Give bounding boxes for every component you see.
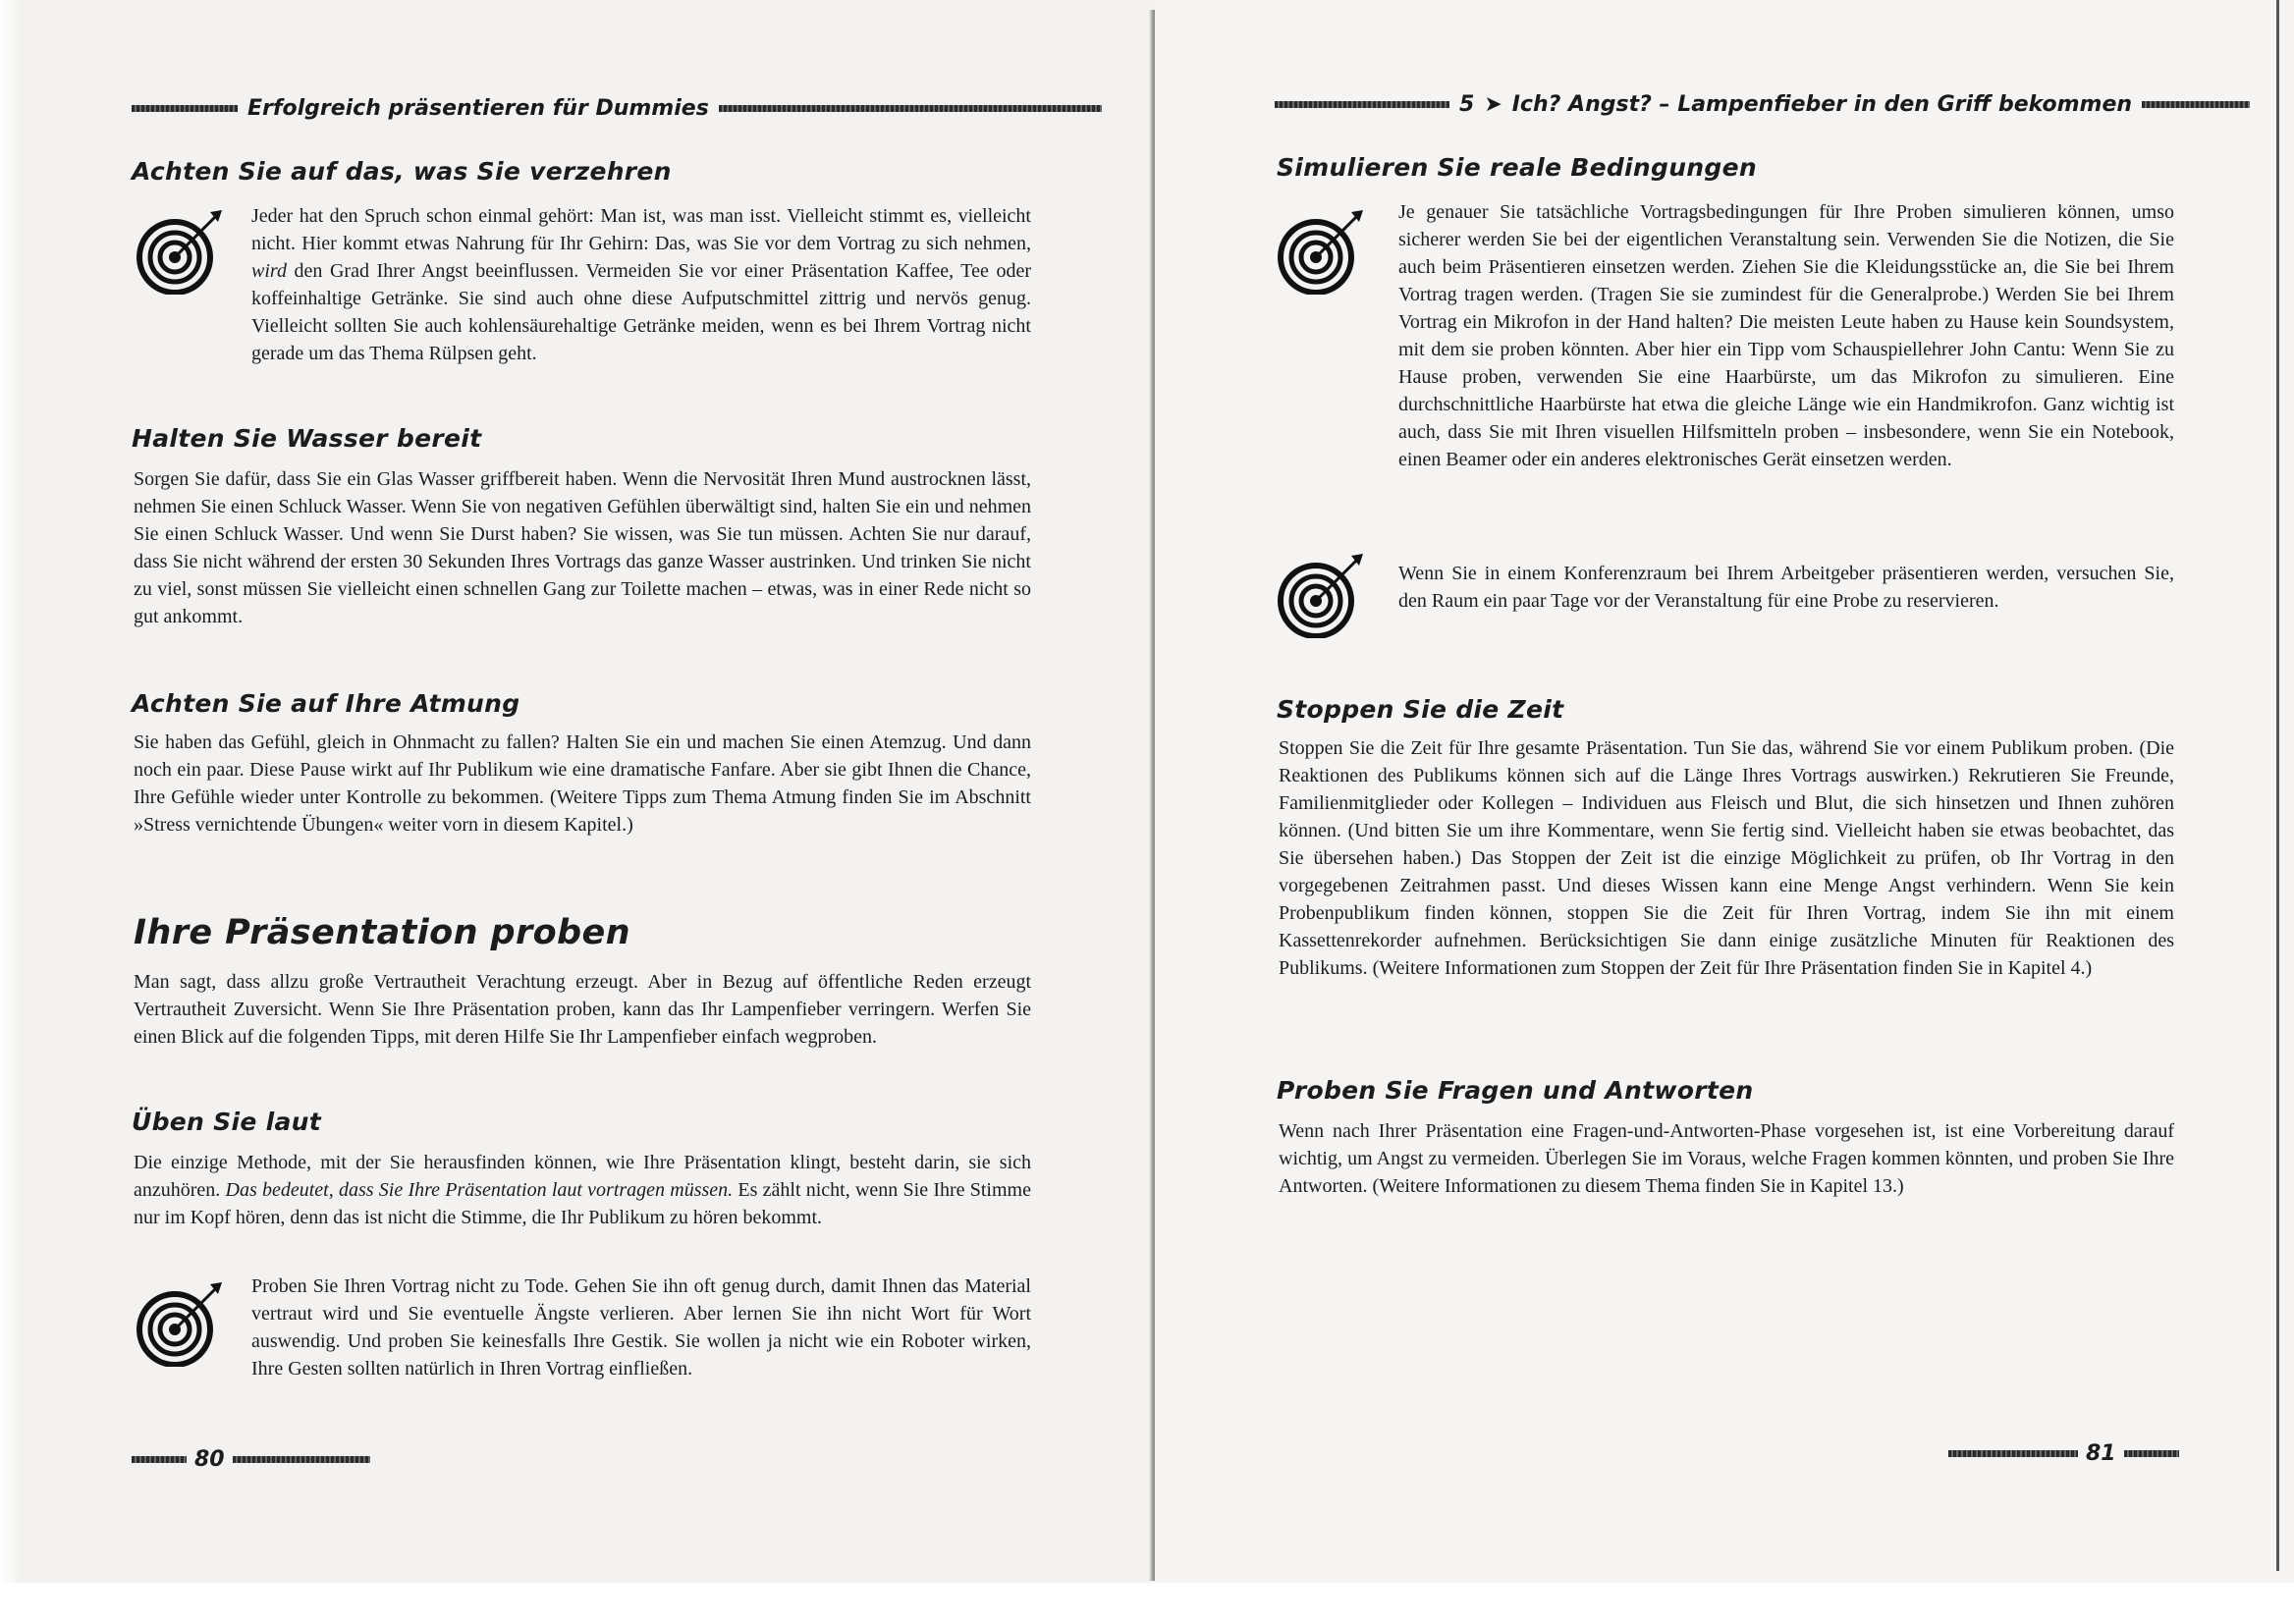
scan-margin bbox=[0, 1583, 2294, 1624]
section-paragraph: Die einzige Methode, mit der Sie herausfinden können, wie Ihre Präsentation klingt, besteht darin, sie sich anzuhören. Das bedeutet, dass Sie Ihre Präsentation laut vortragen müssen. Es zählt nicht, wenn Sie Ihre Stimme nur im Kopf hören, denn das ist nicht die Stimme, die Ihr Publikum zu hören bekommt. bbox=[134, 1152, 1031, 1228]
rule-decoration bbox=[132, 105, 238, 112]
right-page bbox=[1155, 0, 2294, 1624]
rule-decoration bbox=[233, 1456, 370, 1463]
section-heading: Achten Sie auf das, was Sie verzehren bbox=[132, 157, 672, 186]
chapter-section-heading: Ihre Präsentation proben bbox=[134, 913, 630, 952]
running-head-right bbox=[1275, 92, 2250, 117]
running-head-left bbox=[132, 96, 1102, 121]
section-heading: Proben Sie Fragen und Antworten bbox=[1277, 1076, 1754, 1105]
running-head-text: Erfolgreich präsentieren für Dummies bbox=[247, 96, 709, 121]
page-number-right bbox=[1948, 1441, 2179, 1466]
target-icon bbox=[1275, 550, 1367, 638]
target-icon bbox=[1275, 206, 1367, 295]
arrow-icon: ➤ bbox=[1484, 92, 1502, 117]
section-paragraph: Stoppen Sie die Zeit für Ihre gesamte Präsentation. Tun Sie das, während Sie vor einem Publikum proben. (Die Reaktionen des Publikums können sich auf die Länge Ihres Vortrags auswirken.) Rekrutieren Sie Freunde, Familienmitglieder oder Kollegen – Individuen aus Fleisch und Blut, die sich hinsetzen und Ihnen zuhören können. (Und bitten Sie um ihre Kommentare, wenn Sie fertig sind. Vielleicht haben sie etwas beobachtet, das Sie übersehen haben.) Das Stoppen der Zeit ist die einzige Möglichkeit zu prüfen, ob Ihr Vortrag in den vorgegebenen Zeitrahmen passt. Und dieses Wissen kann eine Menge Angst verhindern. Wenn Sie kein Probenpublikum finden können, stoppen Sie die Zeit für Ihren Vortrag, indem Sie ihn mit einem Kassettenrekorder aufnehmen. Berücksichtigen Sie dann einige zusätzliche Minuten für Reaktionen des Publikums. (Weitere Informationen zum Stoppen der Zeit für Ihre Präsentation finden Sie in Kapitel 4.) bbox=[1279, 737, 2174, 979]
tip-paragraph: Wenn Sie in einem Konferenzraum bei Ihrem Arbeitgeber präsentieren werden, versuchen Sie, den Raum ein paar Tage vor der Veranstaltung für eine Probe zu reservieren. bbox=[1398, 563, 2174, 612]
tip-paragraph: Je genauer Sie tatsächliche Vortragsbedingungen für Ihre Proben simulieren können, umso sicherer werden Sie bei der eigentlichen Veranstaltung sein. Verwenden Sie die Notizen, die Sie auch beim Präsentieren einsetzen werden. Ziehen Sie die Kleidungsstücke an, die Sie bei Ihrem Vortrag tragen werden. (Tragen Sie sie zumindest für die Generalprobe.) Werden Sie bei Ihrem Vortrag ein Mikrofon in der Hand halten? Die meisten Leute haben zu Hause kein Soundsystem, mit dem sie proben könnten. Aber hier ein Tipp vom Schauspiellehrer John Cantu: Wenn Sie zu Hause proben, verwenden Sie eine Haarbürste, um das Mikrofon zu simulieren. Eine durchschnittliche Haarbürste hat etwa die gleiche Länge wie ein Handmikrofon. Ganz wichtig ist auch, dass Sie mit Ihren visuellen Hilfsmitteln proben – insbesondere, wenn Sie ein Notebook, einen Beamer oder ein anderes elektronisches Gerät einsetzen werden. bbox=[1398, 201, 2174, 470]
page-edge bbox=[0, 0, 20, 1624]
rule-decoration bbox=[132, 1456, 187, 1463]
tip-paragraph: Proben Sie Ihren Vortrag nicht zu Tode. Gehen Sie ihn oft genug durch, damit Ihnen das Material vertraut wird und Sie eventuelle Ängste verlieren. Aber lernen Sie ihn nicht Wort für Wort auswendig. Und proben Sie keinesfalls Ihre Gestik. Sie wollen ja nicht wie ein Roboter wirken, Ihre Gesten sollten natürlich in Ihren Vortrag einfließen. bbox=[251, 1275, 1031, 1380]
rule-decoration bbox=[719, 105, 1102, 112]
section-paragraph: Sorgen Sie dafür, dass Sie ein Glas Wasser griffbereit haben. Wenn die Nervosität Ihren Mund austrocknen lässt, nehmen Sie einen Schluck Wasser. Wenn Sie von negativen Gefühlen überwältigt sind, halten Sie ein und nehmen Sie einen Schluck Wasser. Und wenn Sie Durst haben? Sie wissen, was Sie tun müssen. Achten Sie nur darauf, dass Sie nicht während der ersten 30 Sekunden Ihres Vortrags das ganze Wasser austrinken. Und trinken Sie nicht zu viel, sonst müssen Sie vielleicht einen schnellen Gang zur Toilette machen – etwas, was in einer Rede nicht so gut ankommt. bbox=[134, 468, 1031, 627]
section-heading: Achten Sie auf Ihre Atmung bbox=[132, 689, 520, 718]
rule-decoration bbox=[1948, 1450, 2078, 1457]
chapter-number: 5 bbox=[1459, 92, 1475, 117]
page-edge bbox=[2276, 0, 2279, 1571]
page-number: 81 bbox=[2086, 1441, 2116, 1466]
target-icon bbox=[134, 1278, 226, 1367]
section-paragraph: Wenn nach Ihrer Präsentation eine Fragen-und-Antworten-Phase vorgesehen ist, ist eine Vorbereitung darauf wichtig, um Angst zu vermeiden. Überlegen Sie im Voraus, welche Fragen kommen könnten, und proben Sie Ihre Antworten. (Weitere Informationen zu diesem Thema finden Sie in Kapitel 13.) bbox=[1279, 1120, 2174, 1197]
target-icon bbox=[134, 206, 226, 295]
page-number: 80 bbox=[194, 1447, 225, 1472]
rule-decoration bbox=[2124, 1450, 2179, 1457]
section-paragraph: Jeder hat den Spruch schon einmal gehört: Man ist, was man isst. Vielleicht stimmt es, vielleicht nicht. Hier kommt etwas Nahrung für Ihr Gehirn: Das, was Sie vor dem Vortrag zu sich nehmen, wird den Grad Ihrer Angst beeinflussen. Vermeiden Sie vor einer Präsentation Kaffee, Tee oder koffeinhaltige Getränke. Sie sind auch ohne diese Aufputschmittel zittrig und nervös genug. Vielleicht sollten Sie auch kohlensäurehaltige Getränke meiden, wenn es bei Ihrem Vortrag nicht gerade um das Thema Rülpsen geht. bbox=[251, 205, 1031, 364]
page-number-left bbox=[132, 1447, 370, 1472]
section-heading: Simulieren Sie reale Bedingungen bbox=[1277, 153, 1757, 182]
running-head-text: Ich? Angst? – Lampenfieber in den Griff bekommen bbox=[1511, 92, 2133, 117]
rule-decoration bbox=[1275, 101, 1449, 108]
section-heading: Üben Sie laut bbox=[132, 1108, 321, 1136]
section-heading: Halten Sie Wasser bereit bbox=[132, 424, 482, 453]
section-heading: Stoppen Sie die Zeit bbox=[1277, 695, 1564, 724]
section-paragraph: Man sagt, dass allzu große Vertrautheit Verachtung erzeugt. Aber in Bezug auf öffentliche Reden erzeugt Vertrautheit Zuversicht. Wenn Sie Ihre Präsentation proben, kann das Ihr Lampenfieber verringern. Werfen Sie einen Blick auf die folgenden Tipps, mit deren Hilfe Sie Ihr Lampenfieber einfach wegproben. bbox=[134, 971, 1031, 1048]
section-paragraph: Sie haben das Gefühl, gleich in Ohnmacht zu fallen? Halten Sie ein und machen Sie einen Atemzug. Und dann noch ein paar. Diese Pause wirkt auf Ihr Publikum wie eine dramatische Fanfare. Aber sie gibt Ihnen die Chance, Ihre Gefühle wieder unter Kontrolle zu bekommen. (Weitere Tipps zum Thema Atmung finden Sie im Abschnitt »Stress vernichtende Übungen« weiter vorn in diesem Kapitel.) bbox=[134, 731, 1031, 836]
rule-decoration bbox=[2142, 101, 2250, 108]
